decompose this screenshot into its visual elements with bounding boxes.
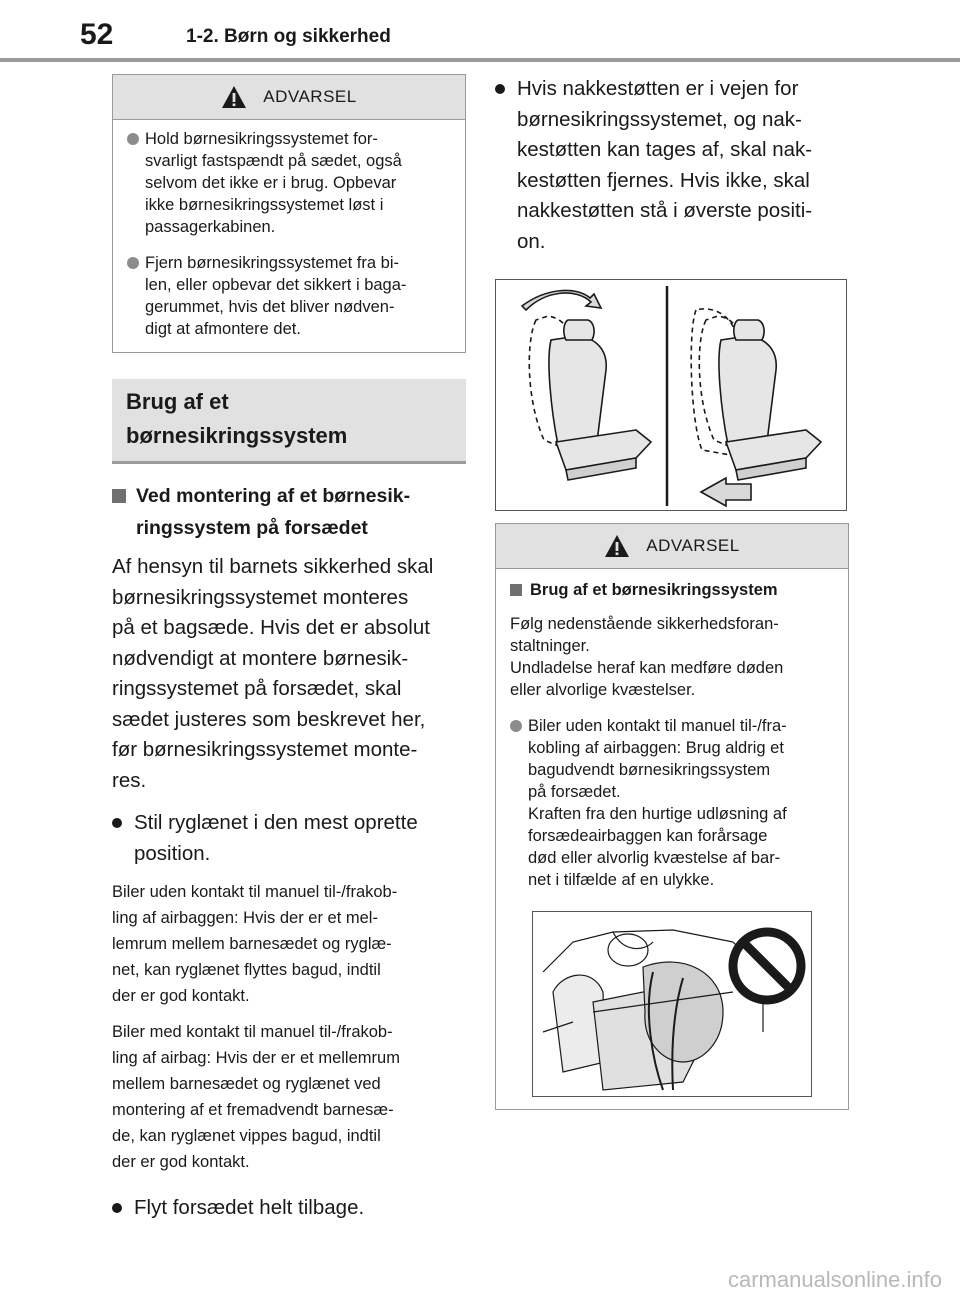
body-paragraph: Af hensyn til barnets sikkerhed skal børnesikringssystemet monteres på et bagsæde. Hvis det er absolut nødvendigt at montere børnesik- ringssystemet på forsædet, skal sædet justeres som beskrevet her, før børnesikringssystemet monte- res. <box>112 555 434 792</box>
warning-box-1 <box>112 74 466 353</box>
warning-body <box>113 120 465 352</box>
bullet-dot-icon <box>127 257 139 269</box>
warning-triangle-icon <box>221 85 247 109</box>
car-seat-illustration <box>496 280 846 510</box>
warning-box-2 <box>495 523 849 1110</box>
note-paragraph: Biler med kontakt til manuel til-/frakob- ling af airbag: Hvis der er et mellemrum mellem barnesædet og ryglænet ved montering af et fremadvendt barnesæ- de, kan ryglænet vippes bagud, indtil der er god kontakt. <box>112 1023 400 1171</box>
seat-illustration <box>495 279 847 511</box>
warning-text: Fjern børnesikringssystemet fra bi- len, eller opbevar det sikkert i baga- gerummet, hvis det bliver nødven- digt at afmontere det. <box>145 254 407 338</box>
warning-subheading <box>510 579 834 601</box>
left-column <box>112 74 466 1224</box>
prohibition-icon <box>733 932 801 1000</box>
warning-title: ADVARSEL <box>263 87 357 106</box>
section-title: 1-2. Børn og sikkerhed <box>186 26 391 47</box>
bullet-dot-icon <box>127 133 139 145</box>
warning-title: ADVARSEL <box>646 536 740 555</box>
warning-item <box>510 715 834 891</box>
bullet-dot-icon <box>510 720 522 732</box>
warning-body <box>496 569 848 1109</box>
page-number: 52 <box>80 18 114 51</box>
warning-subheading-text: Brug af et børnesikringssystem <box>530 581 778 599</box>
warning-text: Biler uden kontakt til manuel til-/fra- kobling af airbaggen: Brug aldrig et bagudvendt børnesikringssystem på forsædet. Kraften fra den hurtige udløsning af forsædeairbaggen kan forårsage død eller alvorlig kvæstelse af bar- net i tilfælde af en ulykke. <box>528 717 787 889</box>
warning-paragraph: Følg nedenstående sikkerhedsforan- staltninger. Undladelse heraf kan medføre døden eller alvorlige kvæstelser. <box>510 615 784 699</box>
section-heading: Brug af et børnesikringssystem <box>112 379 466 464</box>
warning-header <box>496 524 848 569</box>
bullet-dot-icon <box>112 818 122 828</box>
warning-triangle-icon <box>604 534 630 558</box>
bullet-dot-icon <box>112 1203 122 1213</box>
bullet-item <box>112 808 466 869</box>
watermark: carmanualsonline.info <box>727 1267 942 1292</box>
rear-facing-seat-airbag-illustration <box>533 912 811 1096</box>
airbag-illustration <box>532 911 812 1097</box>
warning-header <box>113 75 465 120</box>
header-rule <box>0 58 960 62</box>
sub-heading <box>112 480 466 544</box>
square-bullet-icon <box>112 489 126 503</box>
bullet-item <box>495 74 849 257</box>
bullet-text: Hvis nakkestøtten er i vejen for børnesikringssystemet, og nak- kestøtten kan tages af, skal nak- kestøtten fjernes. Hvis ikke, skal nakkestøtten stå i øverste positi- on. <box>517 77 813 253</box>
bullet-text: Flyt forsædet helt tilbage. <box>134 1196 365 1219</box>
bullet-text: Stil ryglænet i den mest oprette position. <box>134 811 418 865</box>
right-column <box>495 74 849 1110</box>
square-bullet-icon <box>510 584 522 596</box>
warning-item <box>127 252 451 340</box>
sub-heading-text: Ved montering af et børnesik- ringssystem på forsædet <box>136 485 411 539</box>
warning-item <box>127 128 451 238</box>
warning-text: Hold børnesikringssystemet for- svarligt fastspændt på sædet, også selvom det ikke er i brug. Opbevar ikke børnesikringssystemet løst i passagerkabinen. <box>145 130 402 236</box>
note-paragraph: Biler uden kontakt til manuel til-/frakob- ling af airbaggen: Hvis der er et mel- lemrum mellem barnesædet og ryglæ- net, kan ryglænet flyttes bagud, indtil der er god kontakt. <box>112 883 398 1005</box>
bullet-dot-icon <box>495 84 505 94</box>
bullet-item <box>112 1193 466 1224</box>
